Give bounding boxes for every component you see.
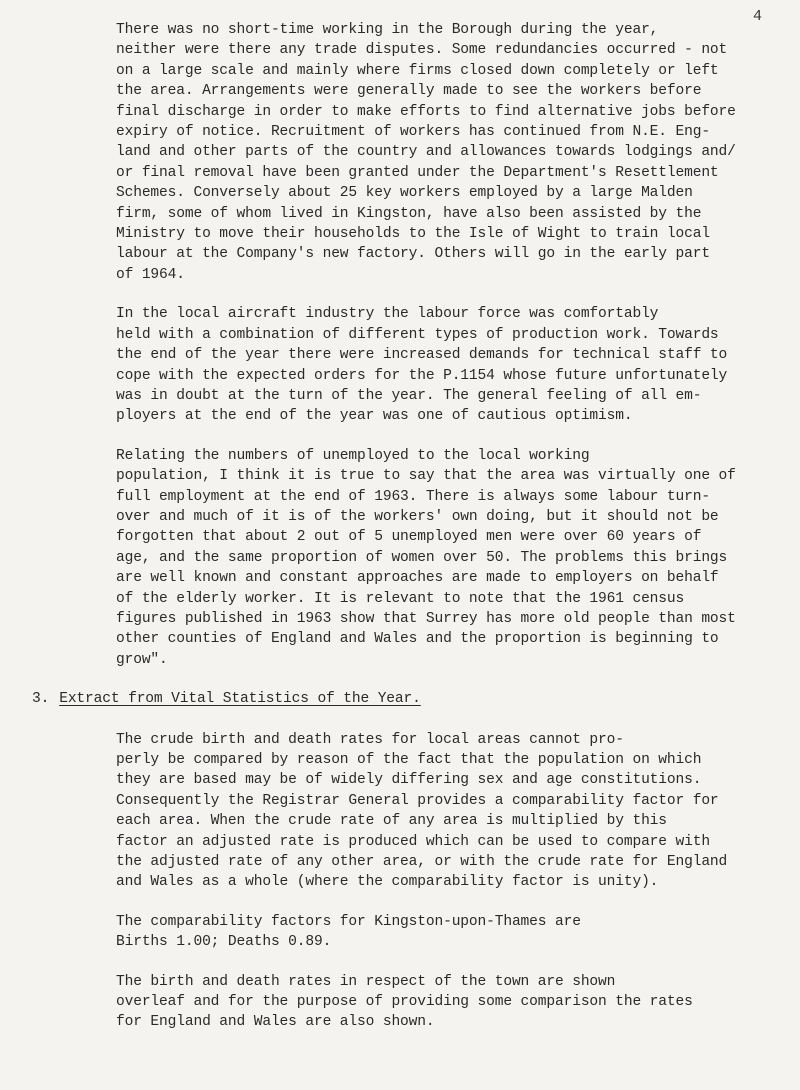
text-line: other counties of England and Wales and the proportion is beginning to: [116, 631, 719, 648]
text-line: final discharge in order to make efforts to find alternative jobs before: [116, 103, 736, 120]
text-line: The crude birth and death rates for local areas cannot pro-: [116, 731, 624, 748]
text-line: they are based may be of widely differing sex and age constitutions.: [116, 772, 702, 789]
text-line: overleaf and for the purpose of providing some comparison the rates: [116, 994, 693, 1011]
text-line: figures published in 1963 show that Surrey has more old people than most: [116, 610, 736, 627]
text-line: Relating the numbers of unemployed to the local working: [116, 447, 590, 464]
text-line: for England and Wales are also shown.: [116, 1014, 435, 1031]
text-line: Ministry to move their households to the Isle of Wight to train local: [116, 226, 710, 243]
text-line: ployers at the end of the year was one of cautious optimism.: [116, 408, 633, 425]
text-line: land and other parts of the country and allowances towards lodgings and/: [116, 144, 736, 161]
section-number: 3.: [32, 691, 50, 708]
text-line: In the local aircraft industry the labour force was comfortably: [116, 306, 659, 323]
text-line: forgotten that about 2 out of 5 unemployed men were over 60 years of: [116, 529, 702, 546]
paragraph-crude-rates: [32, 730, 772, 893]
document-body: [32, 20, 772, 1052]
text-line: the area. Arrangements were generally made to see the workers before: [116, 83, 702, 100]
text-line: grow".: [116, 651, 168, 668]
section-heading: [32, 689, 772, 709]
text-line: full employment at the end of 1963. There is always some labour turn-: [116, 488, 710, 505]
text-line: population, I think it is true to say that the area was virtually one of: [116, 468, 736, 485]
text-line: on a large scale and mainly where firms closed down completely or left: [116, 62, 719, 79]
text-line: the end of the year there were increased demands for technical staff to: [116, 347, 728, 364]
text-line: factor an adjusted rate is produced which can be used to compare with: [116, 833, 710, 850]
text-line: Schemes. Conversely about 25 key workers employed by a large Malden: [116, 185, 693, 202]
paragraph-aircraft-industry: [32, 304, 772, 426]
paragraph-unemployed: [32, 446, 772, 670]
text-line: The birth and death rates in respect of the town are shown: [116, 973, 616, 990]
page-number: 4: [752, 8, 762, 25]
text-line: There was no short-time working in the Borough during the year,: [116, 22, 659, 38]
text-line: expiry of notice. Recruitment of workers has continued from N.E. Eng-: [116, 124, 710, 141]
text-line: labour at the Company's new factory. Others will go in the early part: [116, 246, 710, 263]
text-line: over and much of it is of the workers' own doing, but it should not be: [116, 508, 719, 525]
text-line: was in doubt at the turn of the year. The general feeling of all em-: [116, 387, 702, 404]
text-line: the adjusted rate of any other area, or with the crude rate for England: [116, 854, 728, 871]
paragraph-rates-overleaf: [32, 972, 772, 1033]
text-line: and Wales as a whole (where the comparability factor is unity).: [116, 874, 659, 891]
text-line: The comparability factors for Kingston-upon-Thames are: [116, 913, 581, 930]
text-line: age, and the same proportion of women over 50. The problems this brings: [116, 549, 728, 566]
text-line: Births 1.00; Deaths 0.89.: [116, 934, 332, 951]
text-line: or final removal have been granted under the Department's Resettlement: [116, 164, 719, 181]
section-title: Extract from Vital Statistics of the Year.: [59, 691, 421, 708]
text-line: are well known and constant approaches are made to employers on behalf: [116, 570, 719, 587]
text-line: each area. When the crude rate of any area is multiplied by this: [116, 813, 667, 830]
text-line: perly be compared by reason of the fact that the population on which: [116, 752, 702, 768]
paragraph-comparability-factors: [32, 912, 772, 953]
text-line: cope with the expected orders for the P.1154 whose future unfortunately: [116, 367, 728, 384]
text-line: Consequently the Registrar General provides a comparability factor for: [116, 792, 719, 809]
text-line: neither were there any trade disputes. Some redundancies occurred - not: [116, 42, 728, 59]
text-line: firm, some of whom lived in Kingston, have also been assisted by the: [116, 205, 702, 222]
paragraph-employment: [32, 20, 772, 285]
text-line: held with a combination of different types of production work. Towards: [116, 326, 719, 343]
text-line: of 1964.: [116, 266, 185, 283]
text-line: of the elderly worker. It is relevant to note that the 1961 census: [116, 590, 685, 607]
